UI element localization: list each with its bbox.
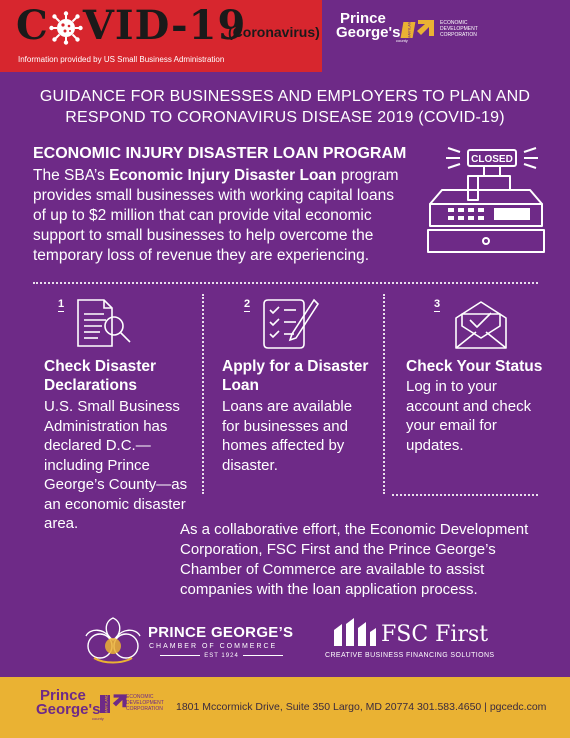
arrow-logo-icon xyxy=(416,16,436,38)
step-3-number: 3 xyxy=(434,298,441,310)
pgcc-name: PRINCE GEORGE’S xyxy=(148,624,294,641)
pg-logo-tag1: ECONOMIC xyxy=(440,20,468,26)
step-3-title: Check Your Status xyxy=(406,358,543,375)
pg-logo-county: county xyxy=(396,38,408,43)
eidl-body-bold: Economic Injury Disaster Loan xyxy=(109,167,337,184)
footer-logo-county: county xyxy=(92,716,104,721)
register-sign: CLOSED xyxy=(471,154,513,165)
pg-logo-state: MARYLAND xyxy=(407,19,412,39)
covid-title xyxy=(16,2,246,49)
covid-subtitle: (Coronavirus) xyxy=(228,24,320,40)
fsc-buildings-icon xyxy=(330,616,378,648)
checklist-pen-icon xyxy=(260,294,322,352)
divider-col2 xyxy=(383,294,385,494)
fsc-name: FSC First xyxy=(381,622,489,647)
divider-top xyxy=(33,282,538,284)
pg-logo-word1: Prince xyxy=(340,10,386,27)
covid-title-rest: VID-19 xyxy=(82,2,247,49)
virus-icon xyxy=(49,11,83,45)
footer-logo-tag3: CORPORATION xyxy=(126,706,163,712)
step-2-title: Apply for a Disaster Loan xyxy=(222,358,369,394)
eidl-body xyxy=(33,166,408,266)
email-check-icon xyxy=(450,296,512,352)
footer-contact: 1801 Mccormick Drive, Suite 350 Largo, MD 20774 301.583.4650 | pgcedc.com xyxy=(176,701,547,713)
covid-title-c: C xyxy=(16,2,49,49)
step-1-number: 1 xyxy=(58,298,65,310)
eidl-body-post: program provides small businesses with working capital loans of up to $2 million that can provide vital economic support to small businesses to help overcome the temporary loss of revenue they are experiencing. xyxy=(33,167,399,264)
footer-logo-tag1: ECONOMIC xyxy=(126,694,154,700)
pgcc-established: EST 1924 xyxy=(149,653,294,659)
pg-logo-tag2: DEVELOPMENT xyxy=(440,26,478,32)
divider-bottom xyxy=(392,494,538,496)
cash-register-icon xyxy=(424,146,548,264)
pgcc-subtitle: CHAMBER OF COMMERCE xyxy=(149,643,278,650)
info-source: Information provided by US Small Business Administration xyxy=(18,55,225,64)
document-magnifier-icon xyxy=(72,296,134,352)
step-2-body: Loans are available for businesses and homes affected by disaster. xyxy=(222,398,353,474)
eidl-title: ECONOMIC INJURY DISASTER LOAN PROGRAM xyxy=(33,145,407,162)
step-1-title: Check Disaster Declarations xyxy=(44,358,157,394)
step-3-body: Log in to your account and check your email for updates. xyxy=(406,378,532,454)
footer-logo-word2: George's xyxy=(36,701,101,718)
footer-logo-state: MARYLAND xyxy=(104,694,109,714)
pgcc-logo-icon xyxy=(80,614,146,664)
header-banner xyxy=(0,0,570,72)
collaboration-text: As a collaborative effort, the Economic Development Corporation, FSC First and the Prince George’s Chamber of Commerce are available to assist companies with the loan application process. xyxy=(180,521,529,598)
pg-logo-tag3: CORPORATION xyxy=(440,32,477,38)
eidl-body-pre: The SBA’s xyxy=(33,167,110,184)
footer-logo-word1: Prince xyxy=(40,687,86,704)
guidance-heading: GUIDANCE FOR BUSINESSES AND EMPLOYERS TO PLAN AND RESPOND TO CORONAVIRUS DISEASE 2019 (COVID-19) xyxy=(39,88,531,126)
step-1-body: U.S. Small Business Administration has declared D.C.—including Prince George’s County—as an economic disaster area. xyxy=(44,398,188,532)
fsc-subtitle: CREATIVE BUSINESS FINANCING SOLUTIONS xyxy=(325,652,495,659)
footer-logo-tag2: DEVELOPMENT xyxy=(126,700,164,706)
step-2-number: 2 xyxy=(244,298,251,310)
divider-col1 xyxy=(202,294,204,494)
pg-logo-word2: George's xyxy=(336,24,401,41)
